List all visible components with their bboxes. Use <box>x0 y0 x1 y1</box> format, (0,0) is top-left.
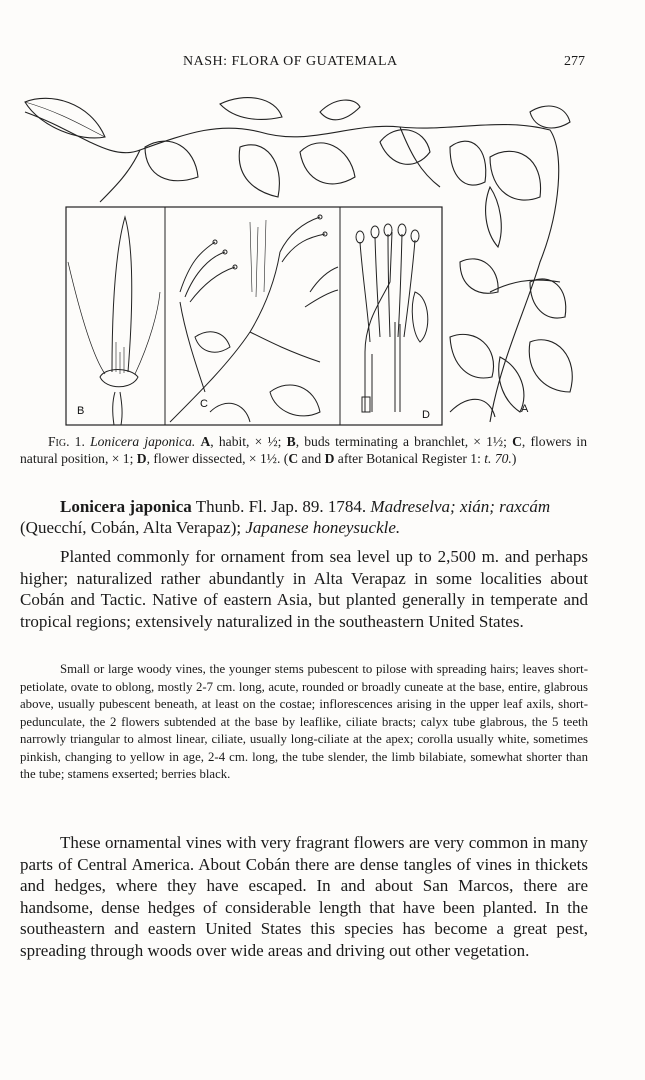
vernacular-locality: (Quecchí, Cobán, Alta Verapaz); <box>20 518 246 537</box>
caption-letter-a: A <box>200 434 211 449</box>
panel-label-b: B <box>77 405 85 417</box>
illustration-drawing <box>20 92 585 432</box>
panel-label-a: A <box>521 403 529 415</box>
running-title: NASH: FLORA OF GUATEMALA <box>183 54 398 69</box>
species-authority: Thunb. Fl. Jap. 89. 1784. <box>191 497 371 516</box>
caption-species: Lonicera japonica. <box>90 434 196 449</box>
figure-number: Fig. 1. <box>48 434 85 449</box>
caption-letter-b: B <box>286 434 296 449</box>
caption-letter-d2: D <box>324 451 335 466</box>
caption-letter-c: C <box>512 434 522 449</box>
species-name: Lonicera japonica <box>60 497 192 516</box>
caption-after: after Botanical Register 1: <box>334 451 485 466</box>
morphology-description: Small or large woody vines, the younger stems pubescent to pilose with spreading hairs; leaves short-petiolate, ovate to oblong, mostly 2-7 cm. long, acute, rounded or broadly cuneate at the base, entire, glabrous above, usually pubescent beneath, at least on the costae; inflorescences arising in the upper leaf axils, short-pedunculate, the 2 flowers subtended at the base by leaflike, ciliate bracts; calyx tube glabrous, the 5 teeth narrowly triangular to almost linear, ciliate, usually long-ciliate at the apex; corolla usually white, sometimes pinkish, changing to yellow in age, 2-4 cm. long, the tube slender, the limb bilabiate, somewhat shorter than the tube; stamens exserted; berries black. <box>20 662 588 781</box>
panel-label-d: D <box>422 409 430 421</box>
caption-text-c: , flowers in natural position, × 1; <box>20 434 587 466</box>
caption-text-a: , habit, × ½; <box>210 434 287 449</box>
caption-close: ) <box>511 451 517 466</box>
caption-letter-c2: C <box>288 451 299 466</box>
caption-reference: t. 70. <box>484 451 512 466</box>
notes-paragraph: These ornamental vines with very fragrant flowers are very common in many parts of Central America. About Cobán there are dense tangles of vines in thickets and hedges, where they have escaped. In and about San Marcos, there are handsome, dense hedges of considerable length that have been planted. In the southeastern and eastern United States this species has become a great pest, spreading through woods over wide areas and driving out other vegetation. <box>20 833 588 960</box>
botanical-illustration <box>20 92 585 432</box>
caption-text-d: , flower dissected, × 1½. ( <box>146 451 289 466</box>
distribution-paragraph: Planted commonly for ornament from sea level up to 2,500 m. and perhaps higher; naturalized rather abundantly in Alta Verapaz in some localities about Cobán and Tactic. Native of eastern Asia, but planted generally in temperate and tropical regions; extensively naturalized in the southeastern United States. <box>20 547 588 631</box>
page-number: 277 <box>564 54 585 69</box>
figure-caption <box>20 433 587 467</box>
caption-letter-d: D <box>136 451 147 466</box>
species-heading <box>20 496 587 538</box>
caption-and: and <box>298 451 325 466</box>
panel-label-c: C <box>200 398 208 410</box>
vernacular-names: Madreselva; xián; raxcám <box>370 497 551 516</box>
english-common-name: Japanese honeysuckle. <box>245 518 401 537</box>
running-header <box>0 54 645 74</box>
caption-text-b: , buds terminating a branchlet, × 1½; <box>295 434 513 449</box>
